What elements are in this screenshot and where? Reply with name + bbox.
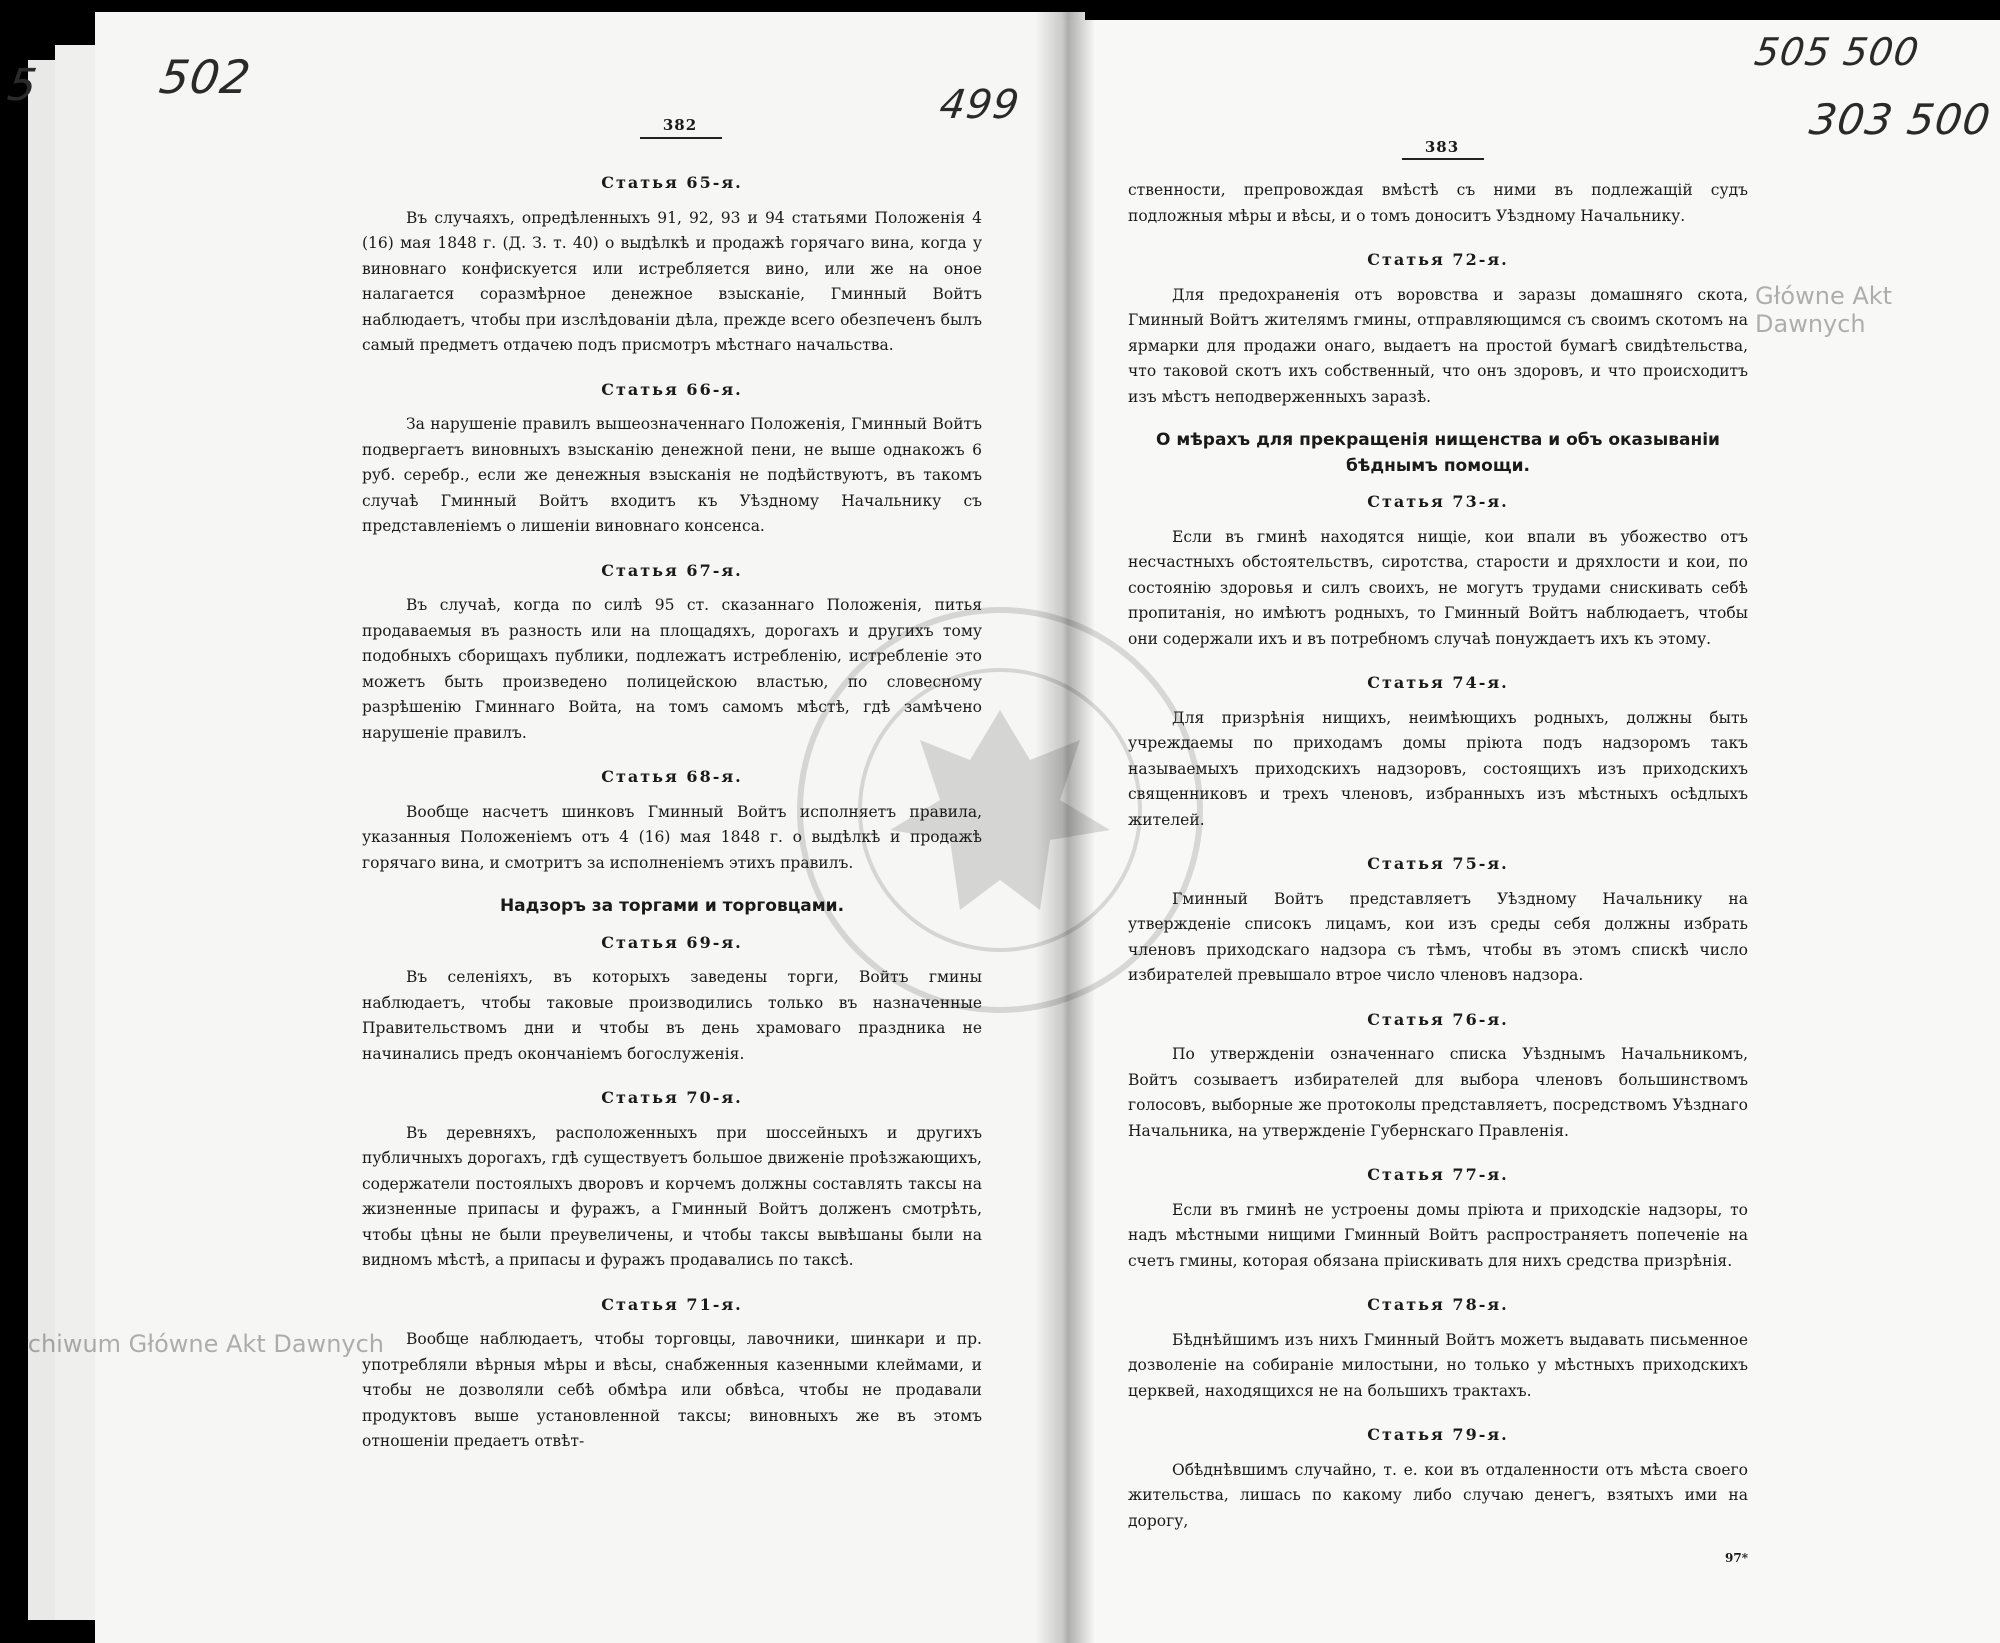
article-text: Для предохраненія отъ воровства и заразы домашняго скота, Гминный Войтъ жителямъ гмины, отправляющимся съ своимъ скотомъ на ярмарки для продажи онаго, выдаетъ на простой бумагѣ свидѣтельства, что таковой скотъ ихъ собственный, что онъ здоровъ, и что происходитъ изъ мѣстъ неподверженныхъ заразѣ. <box>1128 285 1748 406</box>
article-heading: Статья 73-я. <box>1367 492 1509 511</box>
article-heading: Статья 67-я. <box>601 560 743 580</box>
signature-mark: 97* <box>1725 1551 1748 1565</box>
article-text: Въ деревняхъ, расположенныхъ при шоссейныхъ и другихъ публичныхъ дорогахъ, гдѣ существуетъ большое движеніе проѣзжающихъ, содержатели постоялыхъ дворовъ и корчемъ должны составлять таксы на жизненные припасы и фуражъ, а Гминный Войтъ долженъ смотрѣть, чтобы цѣны не были преувеличены, и чтобы таксы вывѣшаны были на видномъ мѣстѣ, а припасы и фуражъ продавались по таксѣ. <box>362 1123 982 1269</box>
article-heading: Статья 71-я. <box>601 1294 743 1314</box>
handwritten-number: 499 <box>936 82 1023 128</box>
handwritten-number: 505 500 <box>1751 30 1923 74</box>
article-text: Вообще насчетъ шинковъ Гминный Войтъ исполняетъ правила, указанныя Положеніемъ отъ 4 (16) мая 1848 г. о выдѣлкѣ и продажѣ горячаго вина, и смотритъ за исполненіемъ этихъ правилъ. <box>362 802 982 872</box>
article-text: За нарушеніе правилъ вышеозначеннаго Положенія, Гминный Войтъ подвергаетъ виновныхъ взысканію денежной пени, не выше однакожъ 6 руб. серебр., если же денежныя взысканія не подѣйствуютъ, въ такомъ случаѣ Гминный Войтъ входитъ къ Уѣздному Начальнику съ представленіемъ о лишеніи виновнаго консенса. <box>362 415 982 535</box>
article-heading: Статья 79-я. <box>1367 1425 1509 1444</box>
article-text: По утвержденіи означеннаго списка Уѣзднымъ Начальникомъ, Войтъ созываетъ избирателей для выбора членовъ большинствомъ голосовъ, выборные же протоколы представляетъ, посредствомъ Уѣзднаго Начальника, на утвержденіе Губернскаго Правленія. <box>1128 1045 1748 1140</box>
handwritten-number: 5 <box>4 60 41 111</box>
right-text-column <box>1128 178 1748 1572</box>
article-heading: Статья 75-я. <box>1367 854 1509 873</box>
article-text: Гминный Войтъ представляетъ Уѣздному Начальнику на утвержденіе списокъ лицамъ, кои изъ среды себя должны избрать членовъ приходскаго надзора съ тѣмъ, чтобы въ этомъ спискѣ число избирателей превышало втрое число членовъ надзора. <box>1128 889 1748 984</box>
article-text: Если въ гминѣ не устроены домы пріюта и приходскіе надзоры, то надъ мѣстными нищими Гминный Войтъ распространяетъ попеченіе на счетъ гмины, которая обязана пріискивать для нихъ средства призрѣнія. <box>1128 1200 1748 1270</box>
page-number-rule <box>640 137 722 139</box>
watermark-text: Archiwum Główne Akt Dawnych <box>2 1330 385 1358</box>
handwritten-number: 502 <box>156 50 255 104</box>
watermark-text: Główne Akt Dawnych <box>1755 282 1893 338</box>
page-number-left: 382 <box>662 116 698 134</box>
article-text: Въ случаяхъ, опредѣленныхъ 91, 92, 93 и 94 статьями Положенія 4 (16) мая 1848 г. (Д. З. т. 40) о выдѣлкѣ и продажѣ горячаго вина, когда у виновнаго конфискуется или истребляется вино, или же на оное налагается соразмѣрное денежное взысканіе, Гминный Войтъ наблюдаетъ, чтобы при изслѣдованіи дѣла, прежде всего обезпеченъ былъ самый предметъ отдачею подъ присмотръ мѣстнаго начальства. <box>362 208 982 354</box>
article-heading: Статья 78-я. <box>1367 1295 1509 1314</box>
continued-text: ственности, препровождая вмѣстѣ съ ними въ подлежащій судъ подложныя мѣры и вѣсы, и о томъ доноситъ Уѣздному Начальнику. <box>1128 181 1748 225</box>
article-heading: Статья 68-я. <box>601 767 743 786</box>
article-text: Бѣднѣйшимъ изъ нихъ Гминный Войтъ можетъ выдавать письменное дозволеніе на собираніе милостыни, но только у мѣстныхъ приходскихъ церквей, находящихся не на большихъ трактахъ. <box>1128 1330 1748 1400</box>
article-text: Обѣднѣвшимъ случайно, т. е. кои въ отдаленности отъ мѣста своего жительства, лишась по какому либо случаю денегъ, взятыхъ ими на дорогу, <box>1128 1460 1748 1530</box>
article-heading: Статья 74-я. <box>1367 673 1509 692</box>
article-heading: Статья 69-я. <box>601 932 743 952</box>
article-heading: Статья 66-я. <box>601 379 743 399</box>
left-text-column <box>362 170 982 1473</box>
article-heading: Статья 72-я. <box>1367 250 1509 269</box>
section-heading: О мѣрахъ для прекращенія нищенства и объ оказываніи бѣднымъ помощи. <box>1156 430 1720 476</box>
article-heading: Статья 77-я. <box>1367 1165 1509 1184</box>
article-text: Для призрѣнія нищихъ, неимѣющихъ родныхъ, должны быть учреждаемы по приходамъ домы пріюта подъ надзоромъ такъ называемыхъ приходскихъ надзоровъ, состоящихъ изъ приходскихъ священниковъ и трехъ членовъ, избранныхъ изъ мѣстныхъ осѣдлыхъ жителей. <box>1128 708 1748 829</box>
page-number-right: 383 <box>1424 138 1460 156</box>
article-heading: Статья 76-я. <box>1367 1009 1509 1029</box>
handwritten-number: 303 500 <box>1806 95 1995 144</box>
article-text: Въ селеніяхъ, въ которыхъ заведены торги, Войтъ гмины наблюдаетъ, чтобы таковые производились только въ назначенные Правительствомъ дни и чтобы въ день храмоваго праздника не начинались предъ окончаніемъ богослуженія. <box>362 968 982 1063</box>
article-heading: Статья 65-я. <box>601 173 743 192</box>
article-heading: Статья 70-я. <box>601 1088 743 1107</box>
section-heading: Надзоръ за торгами и торговцами. <box>499 896 845 916</box>
article-text: Вообще наблюдаетъ, чтобы торговцы, лавочники, шинкари и пр. употребляли вѣрныя мѣры и вѣсы, снабженныя казенными клеймами, и чтобы не дозволяли себѣ обмѣра или обвѣса, чтобы не продавали продуктовъ выше установленной таксы; виновныхъ же въ этомъ отношеніи предаетъ отвѣт- <box>362 1330 982 1450</box>
page-number-rule <box>1402 158 1484 160</box>
article-text: Если въ гминѣ находятся нищіе, кои впали въ убожество отъ несчастныхъ обстоятельствъ, сиротства, старости и дряхлости и кои, по состоянію здоровья и силъ своихъ, не могутъ трудами снискивать себѣ пропитанія, но имѣютъ родныхъ, то Гминный Войтъ наблюдаетъ, чтобы они содержали ихъ и въ потребномъ случаѣ понуждаетъ ихъ къ этому. <box>1128 527 1748 648</box>
article-text: Въ случаѣ, когда по силѣ 95 ст. сказаннаго Положенія, питья продаваемыя въ разность или на площадяхъ, дорогахъ и другихъ тому подобныхъ сборищахъ публики, подлежатъ истребленію, истребленіе это можетъ быть произведено полицейскою властью, по словесному разрѣшенію Гминнаго Войта, на томъ самомъ мѣстѣ, гдѣ замѣчено нарушеніе правилъ. <box>362 596 982 742</box>
